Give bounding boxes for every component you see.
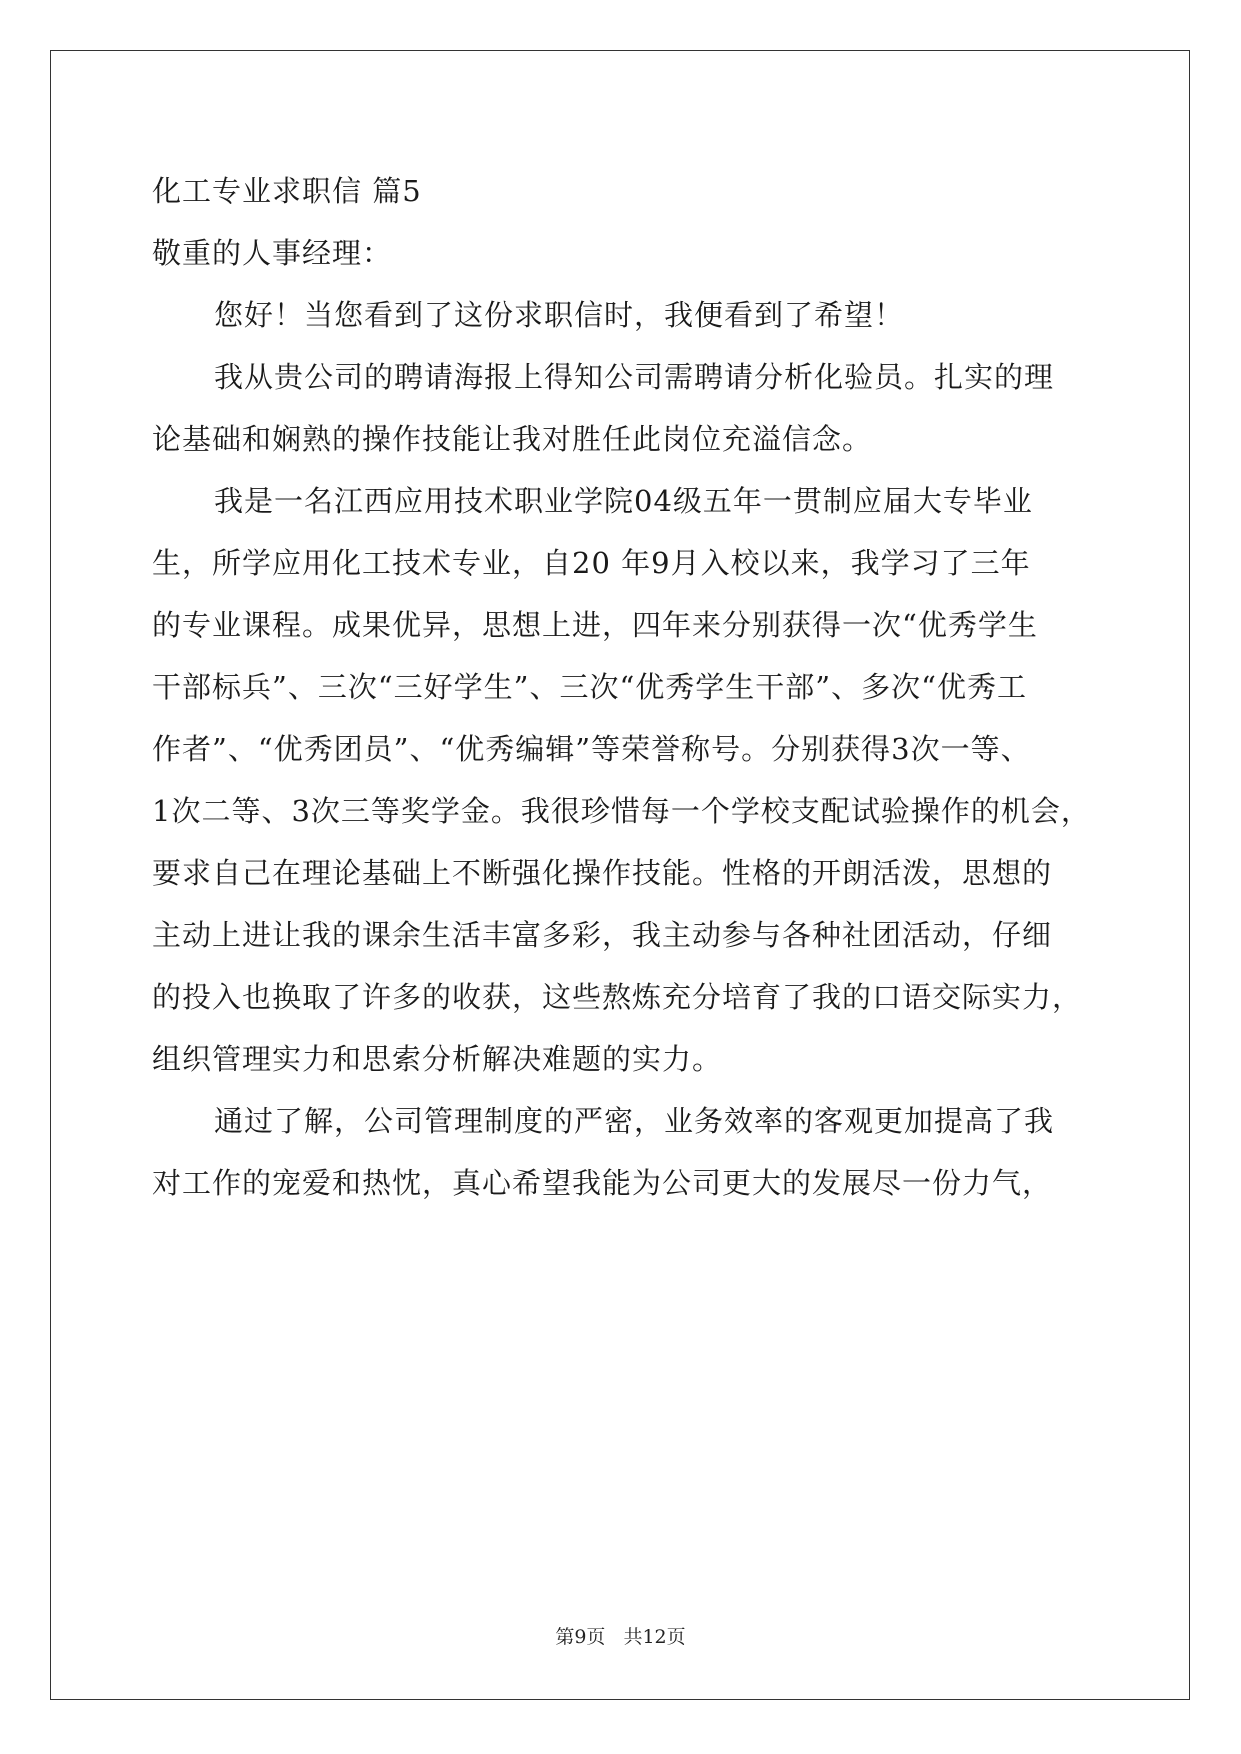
body-line: 您好！当您看到了这份求职信时，我便看到了希望！: [214, 298, 905, 332]
body-line: 主动上进让我的课余生活丰富多彩，我主动参与各种社团活动，仔细: [152, 918, 1053, 952]
body-line: 论基础和娴熟的操作技能让我对胜任此岗位充溢信念。: [152, 422, 873, 456]
salutation: 敬重的人事经理：: [152, 236, 393, 270]
body-line: 通过了解，公司管理制度的严密，业务效率的客观更加提高了我: [214, 1104, 1055, 1138]
body-line: 作者”、“优秀团员”、“优秀编辑”等荣誉称号。分别获得3次一等、: [152, 732, 1031, 766]
body-line: 组织管理实力和思索分析解决难题的实力。: [152, 1042, 723, 1076]
body-line: 的投入也换取了许多的收获，这些熬炼充分培育了我的口语交际实力，: [152, 980, 1083, 1014]
page-footer: [0, 1622, 1241, 1649]
body-line: 干部标兵”、三次“三好学生”、三次“优秀学生干部”、多次“优秀工: [152, 670, 1027, 704]
document-body: [152, 160, 1092, 1214]
body-line: 的专业课程。成果优异，思想上进，四年来分别获得一次“优秀学生: [152, 608, 1038, 642]
body-line: 我是一名江西应用技术职业学院04级五年一贯制应届大专毕业: [214, 484, 1033, 518]
page-number-current: 第9页: [555, 1626, 606, 1648]
body-line: 生，所学应用化工技术专业，自20 年9月入校以来，我学习了三年: [152, 546, 1031, 580]
page-number-total: 共12页: [623, 1626, 686, 1648]
body-line: 我从贵公司的聘请海报上得知公司需聘请分析化验员。扎实的理: [214, 360, 1055, 394]
body-line: 要求自己在理论基础上不断强化操作技能。性格的开朗活泼，思想的: [152, 856, 1053, 890]
body-line: 1次二等、3次三等奖学金。我很珍惜每一个学校支配试验操作的机会，: [152, 794, 1091, 828]
document-heading: 化工专业求职信 篇5: [152, 174, 422, 208]
body-line: 对工作的宠爱和热忱，真心希望我能为公司更大的发展尽一份力气，: [152, 1166, 1053, 1200]
